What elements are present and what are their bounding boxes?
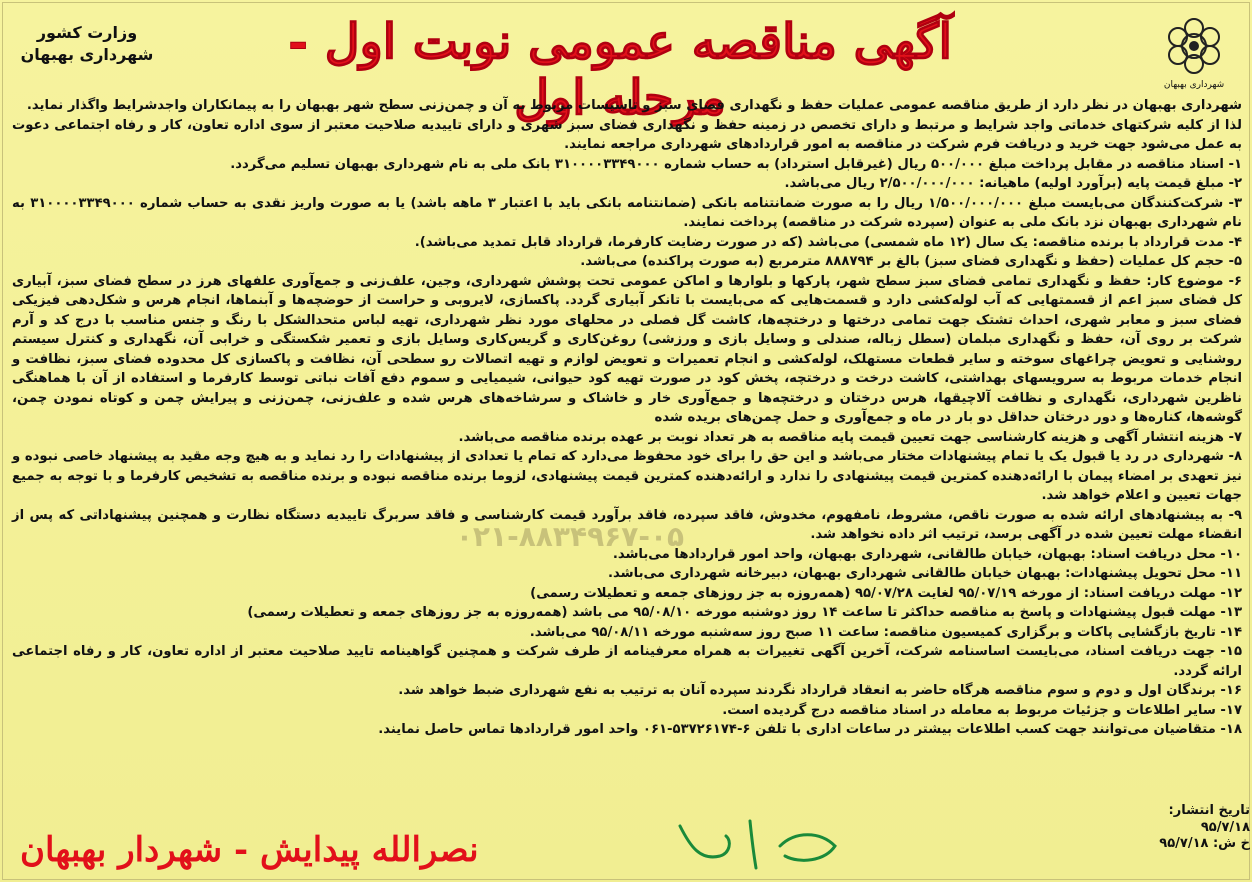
- handwritten-note: [660, 806, 860, 876]
- notice-title: آگهی مناقصه عمومی نوبت اول - مرحله اول: [288, 14, 952, 126]
- clause-item: ۱۴- تاریخ بازگشایی پاکات و برگزاری کمیسیون مناقصه: ساعت ۱۱ صبح روز سه‌شنبه مورخه ۹۵/۰۸/۱۱ می‌باشد.: [529, 624, 1242, 640]
- clause-item: ۴- مدت قرارداد با برنده مناقصه: یک سال (۱۲ ماه شمسی) می‌باشد (که در صورت رضایت کارفرما، قرارداد قابل تمدید می‌باشد).: [414, 234, 1242, 250]
- clause-item: ۱۰- محل دریافت اسناد: بهبهان، خیابان طالقانی، شهرداری بهبهان، واحد امور قراردادها می‌باشد.: [612, 546, 1242, 562]
- clause-item: ۱۷- سایر اطلاعات و جزئیات مربوط به معامله در اسناد مناقصه درج گردیده است.: [722, 702, 1242, 718]
- clause-item: ۹- به پیشنهادهای ارائه شده به صورت ناقص، مشروط، نامفهوم، مخدوش، فاقد سپرده، فاقد برآورد قیمت کارشناسی و فاقد سربرگ تاییدیه دستگاه نظارت و همچنین پیشنهاداتی که پس از انقضاء مهلت تعیین شده در آگهی برسد، ترتیب اثر داده نخواهد شد.: [12, 507, 1242, 542]
- watermark-phone: ۰۲۱-۸۸۳۴۹۶۷-۰۵: [455, 520, 685, 553]
- intro-paragraph: شهرداری بهبهان در نظر دارد از طریق مناقصه عمومی عملیات حفظ و نگهداری فضای سبز و تاسیسات مربوط به آن و چمن‌زنی سطح شهر بهبهان را به پیمانکاران واجدشرایط واگذار نماید.: [26, 98, 1242, 113]
- notice-body: [12, 96, 1242, 740]
- clause-item: ۱۸- متقاضیان می‌توانند جهت کسب اطلاعات بیشتر در ساعات اداری با تلفن ۶-۵۳۷۲۶۱۷۴-۰۶۱ واحد امور قراردادها تماس حاصل نمایند.: [378, 722, 1242, 737]
- clause-item: ۱۲- مهلت دریافت اسناد: از مورخه ۹۵/۰۷/۱۹ لغایت ۹۵/۰۷/۲۸ (همه‌روزه به جز روزهای جمعه و تعطیلات رسمی): [530, 585, 1242, 601]
- clause-item: ۶- موضوع کار: حفظ و نگهداری تمامی فضای سبز سطح شهر، پارکها و بلوارها و اماکن عمومی تحت پوشش شهرداری، وجین، علف‌زنی و جمع‌آوری علفهای هرز در سطح فضای سبز، آبیاری کل فضای سبز اعم از قسمتهایی که آب لوله‌کشی دارد و قسمت‌هایی که می‌بایست با تانکر آبیاری گردد. پاکسازی، لایروبی و حراست از حوضچه‌ها و آبنماها، انجام هرس و شکل‌دهی فیزیکی فضای سبز و معابر شهری، احداث تشتک جهت تمامی درختها و درختچه‌ها، کاشت گل فصلی در محلهای مورد نظر شهرداری، تهیه لباس متحدالشکل با رنگ و جنس مناسب با درج کد و آرم شرکت بر روی آن، حفظ و نگهداری مبلمان (سطل زباله، صندلی و وسایل بازی و ورزشی) روغن‌کاری و گریس‌کاری وسایل بازی و تعمیر شکستگی و خرابی آن، نگهداری و کنترل سیستم روشنایی و تعویض چراغهای سوخته و سایر قطعات مستهلک، لوله‌کشی و انجام تعمیرات و تعویض لوازم و تهیه اتصالات رو سطحی آن، نظافت و پاکسازی کل محدوده فضای سبز، نظافت و انجام خدمات مربوط به سرویسهای بهداشتی، کاشت درخت و درختچه، پخش کود در صورت تهیه کود حیوانی، شیمیایی و سموم دفع آفات نباتی توسط کارفرما و استفاده از آن با هماهنگی ناظرین شهرداری، نگهداری و نظافت آلاچیقها، هرس درختان و درختچه‌ها و جمع‌آوری خار و خاشاک و سرشاخه‌های هرس شده و علف‌زنی، چمن‌زنی و پیرایش چمن و کوتاه نمودن چمن، گوشه‌ها، کناره‌ها و دور درختان حداقل دو بار در ماه و جمع‌آوری و حمل چمن‌های بریده شده: [12, 273, 1242, 425]
- clause-item: ۱۱- محل تحویل پیشنهادات: بهبهان خیابان طالقانی شهرداری بهبهان، دبیرخانه شهرداری می‌باشد.: [608, 566, 1242, 581]
- clause-item: ۸- شهرداری در رد یا قبول یک یا تمام پیشنهادات مختار می‌باشد و این حق را برای خود محفوظ می‌دارد که تمام یا تعدادی از پیشنهادات را رد نماید و به هیچ وجه مقید به پیشنهاد خاصی نبوده و نیز تعهدی بر امضاء پیمان با ارائه‌دهنده کمترین قیمت پیشنهادی را ندارد و ارائه‌دهنده کمترین قیمت پیشنهادی، لزوما برنده مناقصه نبوده و برنده مناقصه به تشخیص کارفرما و با توجه به جمیع جهات تعیین و اعلام خواهد شد.: [12, 449, 1242, 503]
- clause-item: ۲- مبلغ قیمت پایه (برآورد اولیه) ماهیانه: ۲/۵۰۰/۰۰۰/۰۰۰ ریال می‌باشد.: [784, 176, 1242, 191]
- emblem-caption: شهرداری بهبهان: [1163, 80, 1225, 90]
- publication-date-value: ۹۵/۷/۱۸: [1200, 820, 1250, 835]
- clause-item: ۵- حجم کل عملیات (حفظ و نگهداری فضای سبز) بالغ بر ۸۸۸۷۹۴ مترمربع (به صورت پراکنده) می‌باشد.: [580, 254, 1242, 269]
- ministry-name: وزارت کشور: [36, 23, 138, 42]
- publication-date-label: تاریخ انتشار:: [1168, 803, 1250, 818]
- publication-number: خ ش: ۹۵/۷/۱۸: [1159, 836, 1250, 851]
- municipality-emblem-icon: [1144, 10, 1244, 96]
- publication-date: [1120, 802, 1250, 836]
- clause-item: ۷- هزینه انتشار آگهی و هزینه کارشناسی جهت تعیین قیمت پایه مناقصه به هر تعداد نوبت بر عهده برنده مناقصه می‌باشد.: [458, 429, 1242, 445]
- municipality-name: شهرداری بهبهان: [20, 45, 154, 64]
- ministry-block: [12, 22, 162, 66]
- clause-item: ۳- شرکت‌کنندگان می‌بایست مبلغ ۱/۵۰۰/۰۰۰/۰۰۰ ریال را به صورت ضمانتنامه بانکی (ضمانتنامه بانکی باید با اعتبار ۳ ماهه باشد) یا به صورت واریز نقدی به حساب شماره ۳۱۰۰۰۰۳۳۴۹۰۰۰ به نام شهرداری بهبهان نزد بانک ملی به عنوان (سپرده شرکت در مناقصه) پرداخت نمایند.: [12, 195, 1242, 230]
- intro-paragraph: لذا از کلیه شرکتهای خدماتی واجد شرایط و مرتبط و دارای تخصص در زمینه حفظ و نگهداری فضای سبز شهری و دارای تاییدیه صلاحیت معتبر از سوی اداره تعاون، کار و رفاه اجتماعی دعوت به عمل می‌شود جهت خرید و دریافت فرم شرکت در مناقصه به امور قراردادهای شهرداری مراجعه نمایند.: [12, 117, 1242, 152]
- clause-item: ۱۳- مهلت قبول پیشنهادات و پاسخ به مناقصه حداکثر تا ساعت ۱۴ روز دوشنبه مورخه ۹۵/۰۸/۱۰ می باشد (همه‌روزه به جز روزهای جمعه و تعطیلات رسمی): [247, 605, 1242, 620]
- clause-item: ۱- اسناد مناقصه در مقابل پرداخت مبلغ ۵۰۰/۰۰۰ ریال (غیرقابل استرداد) به حساب شماره ۳۱۰۰۰۰۳۳۴۹۰۰۰ بانک ملی به نام شهرداری بهبهان تسلیم می‌گردد.: [230, 156, 1242, 172]
- clause-item: ۱۵- جهت دریافت اسناد، می‌بایست اساسنامه شرکت، آخرین آگهی تغییرات به همراه معرفینامه از طرف شرکت و همچنین گواهینامه تایید صلاحیت معتبر از اداره تعاون، کار و رفاه اجتماعی ارائه گردد.: [12, 644, 1242, 679]
- signature-line: نصرالله پیدایش - شهردار بهبهان: [20, 830, 479, 870]
- clause-item: ۱۶- برندگان اول و دوم و سوم مناقصه هرگاه حاضر به انعقاد قرارداد نگردند سپرده آنان به ترتیب به نفع شهرداری ضبط خواهد شد.: [398, 683, 1242, 698]
